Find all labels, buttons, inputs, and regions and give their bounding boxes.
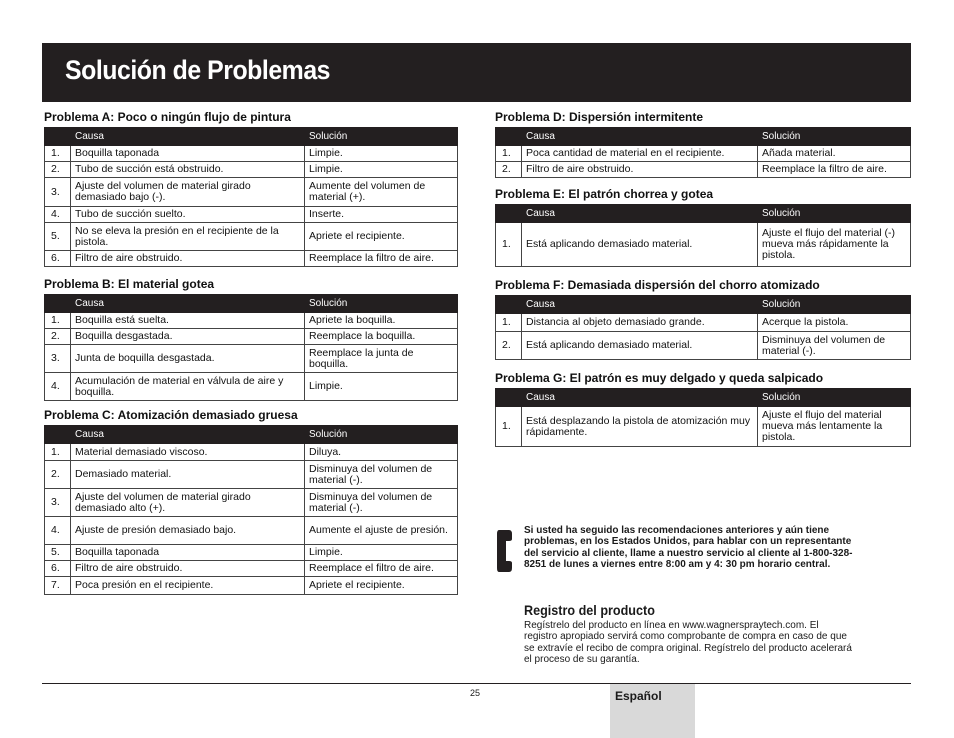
solution-cell: Aumente del volumen de material (+). [305, 178, 458, 207]
row-number: 5. [45, 545, 71, 561]
problem-e-title: Problema E: El patrón chorrea y gotea [495, 187, 714, 201]
solution-cell: Reemplace el filtro de aire. [305, 561, 458, 577]
registration-title: Registro del producto [524, 602, 655, 618]
row-number: 1. [496, 146, 522, 162]
solution-column-header: Solución [305, 426, 458, 444]
problem-f-table [495, 295, 911, 360]
table-row [45, 461, 458, 489]
table-row [45, 162, 458, 178]
row-number: 6. [45, 251, 71, 267]
row-number: 4. [45, 207, 71, 223]
solution-column-header: Solución [305, 295, 458, 313]
problem-g-table [495, 388, 911, 447]
problem-a-table [44, 127, 458, 267]
cause-column-header: Causa [71, 295, 305, 313]
cause-column-header: Causa [522, 389, 758, 407]
number-column-header [496, 296, 522, 314]
problem-d-table [495, 127, 911, 178]
number-column-header [45, 128, 71, 146]
phone-icon [495, 528, 515, 574]
cause-cell: Boquilla está suelta. [71, 313, 305, 329]
table-header-row [496, 205, 911, 223]
row-number: 5. [45, 223, 71, 251]
table-row [45, 178, 458, 207]
solution-cell: Disminuya del volumen de material (-). [305, 489, 458, 517]
solution-column-header: Solución [758, 389, 911, 407]
cause-column-header: Causa [522, 296, 758, 314]
problem-d-section [495, 110, 911, 178]
solution-cell: Reemplace la boquilla. [305, 329, 458, 345]
table-row [45, 146, 458, 162]
cause-cell: Poca presión en el recipiente. [71, 577, 305, 595]
solution-cell: Disminuya del volumen de material (-). [758, 332, 911, 360]
solution-cell: Reemplace la junta de boquilla. [305, 345, 458, 373]
table-row [45, 545, 458, 561]
solution-cell: Apriete el recipiente. [305, 577, 458, 595]
row-number: 1. [45, 313, 71, 329]
table-row [496, 223, 911, 267]
cause-cell: No se eleva la presión en el recipiente de la pistola. [71, 223, 305, 251]
table-row [45, 489, 458, 517]
solution-cell: Limpie. [305, 545, 458, 561]
cause-cell: Ajuste de presión demasiado bajo. [71, 517, 305, 545]
cause-cell: Boquilla taponada [71, 146, 305, 162]
problem-c-section [44, 408, 458, 595]
table-row [45, 329, 458, 345]
problem-b-table [44, 294, 458, 401]
row-number: 2. [496, 332, 522, 360]
solution-cell: Apriete la boquilla. [305, 313, 458, 329]
table-row [496, 162, 911, 178]
number-column-header [45, 295, 71, 313]
language-label: Español [615, 689, 662, 703]
table-header-row [496, 296, 911, 314]
table-row [45, 251, 458, 267]
table-row [45, 444, 458, 461]
cause-cell: Tubo de succión está obstruido. [71, 162, 305, 178]
row-number: 4. [45, 517, 71, 545]
cause-column-header: Causa [71, 426, 305, 444]
number-column-header [496, 389, 522, 407]
cause-cell: Filtro de aire obstruido. [522, 162, 758, 178]
solution-cell: Limpie. [305, 162, 458, 178]
cause-cell: Está desplazando la pistola de atomización muy rápidamente. [522, 407, 758, 447]
page-title: Solución de Problemas [65, 55, 331, 85]
cause-cell: Boquilla taponada [71, 545, 305, 561]
row-number: 3. [45, 178, 71, 207]
problem-e-section [495, 187, 911, 267]
cause-cell: Material demasiado viscoso. [71, 444, 305, 461]
cause-column-header: Causa [71, 128, 305, 146]
row-number: 2. [496, 162, 522, 178]
cause-cell: Junta de boquilla desgastada. [71, 345, 305, 373]
solution-cell: Limpie. [305, 146, 458, 162]
problem-d-title: Problema D: Dispersión intermitente [495, 110, 704, 124]
table-row [45, 561, 458, 577]
problem-g-title: Problema G: El patrón es muy delgado y queda salpicado [495, 371, 824, 385]
cause-cell: Poca cantidad de material en el recipiente. [522, 146, 758, 162]
cause-cell: Ajuste del volumen de material girado demasiado alto (+). [71, 489, 305, 517]
solution-cell: Ajuste el flujo del material mueva más lentamente la pistola. [758, 407, 911, 447]
problem-c-table [44, 425, 458, 595]
table-row [45, 577, 458, 595]
language-tab [610, 684, 695, 738]
problem-e-table [495, 204, 911, 267]
row-number: 2. [45, 329, 71, 345]
solution-cell: Limpie. [305, 373, 458, 401]
solution-cell: Reemplace la filtro de aire. [305, 251, 458, 267]
row-number: 1. [45, 146, 71, 162]
problem-b-section [44, 277, 458, 401]
row-number: 6. [45, 561, 71, 577]
cause-cell: Tubo de succión suelto. [71, 207, 305, 223]
cause-cell: Boquilla desgastada. [71, 329, 305, 345]
number-column-header [496, 128, 522, 146]
number-column-header [45, 426, 71, 444]
solution-cell: Disminuya del volumen de material (-). [305, 461, 458, 489]
customer-service-text: Si usted ha seguido las recomendaciones anteriores y aún tiene problemas, en los Estados Unidos, para hablar con un representante del servicio al cliente, llame a nuestro servicio al cliente al 1-800-328-8251 de lunes a viernes entre 8:00 am y 4: 30 pm horario central. [524, 525, 853, 570]
row-number: 1. [496, 407, 522, 447]
page-header [42, 43, 911, 102]
table-row [496, 332, 911, 360]
table-row [496, 407, 911, 447]
solution-cell: Diluya. [305, 444, 458, 461]
cause-cell: Está aplicando demasiado material. [522, 223, 758, 267]
table-row [45, 373, 458, 401]
problem-a-title: Problema A: Poco o ningún flujo de pintura [44, 110, 291, 124]
table-header-row [496, 128, 911, 146]
problem-f-section [495, 278, 911, 360]
row-number: 2. [45, 162, 71, 178]
solution-column-header: Solución [758, 296, 911, 314]
footer-divider [42, 683, 911, 684]
table-row [45, 517, 458, 545]
table-row [45, 223, 458, 251]
row-number: 3. [45, 345, 71, 373]
number-column-header [496, 205, 522, 223]
solution-cell: Reemplace la filtro de aire. [758, 162, 911, 178]
solution-cell: Inserte. [305, 207, 458, 223]
problem-a-section [44, 110, 458, 267]
cause-cell: Filtro de aire obstruido. [71, 251, 305, 267]
solution-cell: Ajuste el flujo del material (-) mueva más rápidamente la pistola. [758, 223, 911, 267]
solution-column-header: Solución [305, 128, 458, 146]
cause-cell: Demasiado material. [71, 461, 305, 489]
row-number: 2. [45, 461, 71, 489]
solution-cell: Aumente el ajuste de presión. [305, 517, 458, 545]
solution-column-header: Solución [758, 205, 911, 223]
table-header-row [45, 295, 458, 313]
table-row [45, 313, 458, 329]
cause-cell: Distancia al objeto demasiado grande. [522, 314, 758, 332]
cause-column-header: Causa [522, 128, 758, 146]
solution-column-header: Solución [758, 128, 911, 146]
cause-cell: Ajuste del volumen de material girado demasiado bajo (-). [71, 178, 305, 207]
cause-column-header: Causa [522, 205, 758, 223]
table-row [45, 345, 458, 373]
problem-c-title: Problema C: Atomización demasiado gruesa [44, 408, 298, 422]
table-row [45, 207, 458, 223]
table-row [496, 314, 911, 332]
problem-g-section [495, 371, 911, 447]
row-number: 4. [45, 373, 71, 401]
table-header-row [496, 389, 911, 407]
page-number: 25 [470, 688, 481, 698]
row-number: 7. [45, 577, 71, 595]
table-header-row [45, 128, 458, 146]
solution-cell: Acerque la pistola. [758, 314, 911, 332]
row-number: 1. [496, 314, 522, 332]
row-number: 1. [496, 223, 522, 267]
row-number: 1. [45, 444, 71, 461]
solution-cell: Añada material. [758, 146, 911, 162]
table-row [496, 146, 911, 162]
row-number: 3. [45, 489, 71, 517]
solution-cell: Apriete el recipiente. [305, 223, 458, 251]
problem-b-title: Problema B: El material gotea [44, 277, 215, 291]
problem-f-title: Problema F: Demasiada dispersión del chorro atomizado [495, 278, 820, 292]
product-registration [524, 602, 854, 665]
registration-text: Regístrelo del producto en línea en www.wagnerspraytech.com. El registro apropiado servirá como comprobante de compra en caso de que se extravíe el recibo de compra original. Regístrelo del producto acelerará el proceso de su garantía. [524, 620, 852, 665]
cause-cell: Acumulación de material en válvula de aire y boquilla. [71, 373, 305, 401]
cause-cell: Está aplicando demasiado material. [522, 332, 758, 360]
cause-cell: Filtro de aire obstruido. [71, 561, 305, 577]
table-header-row [45, 426, 458, 444]
